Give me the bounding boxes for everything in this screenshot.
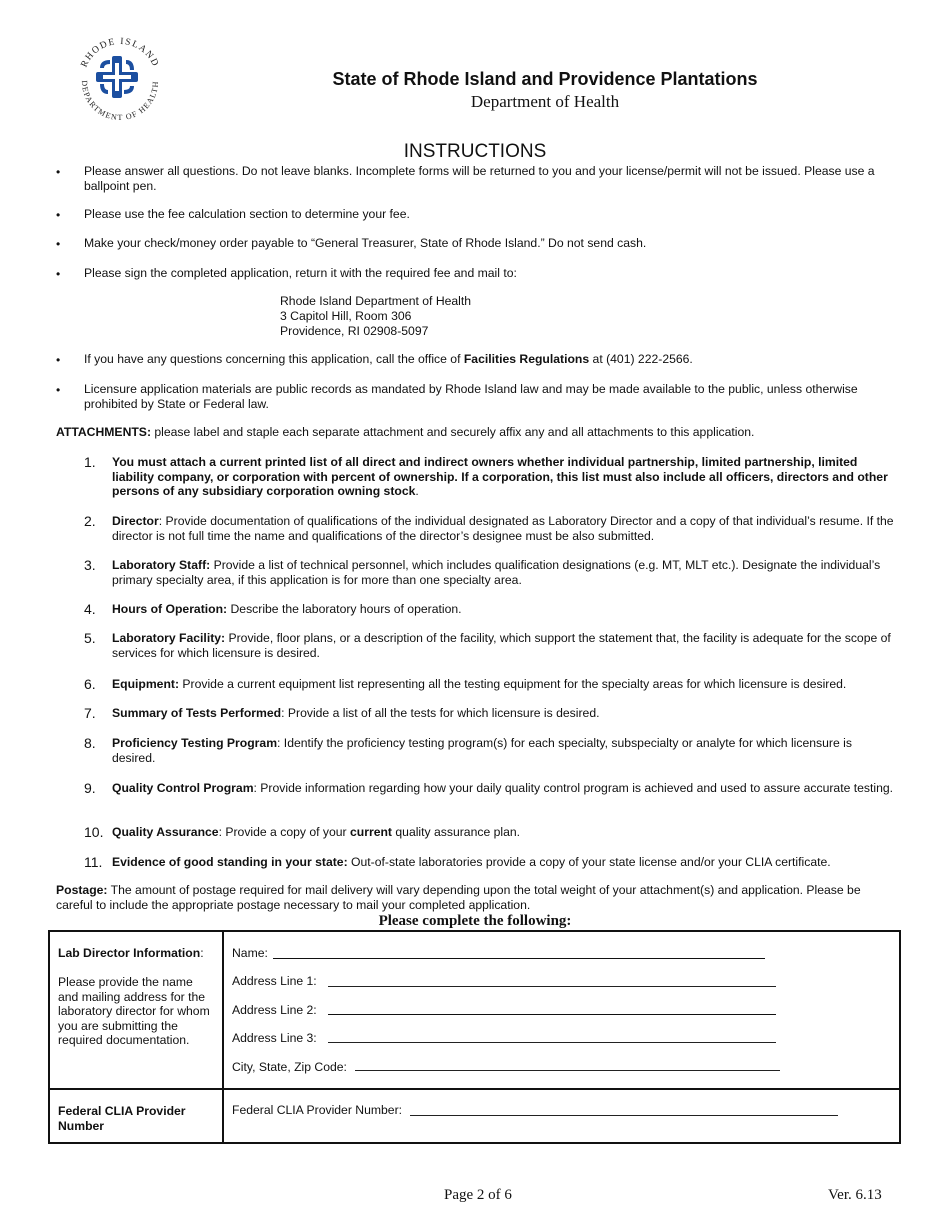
attachments-label: ATTACHMENTS: — [56, 425, 151, 439]
instructions-heading: INSTRUCTIONS — [403, 141, 547, 162]
item-4-text: Describe the laboratory hours of operation. — [227, 602, 462, 616]
department-subtitle: Department of Health — [470, 92, 620, 111]
item-number: 8. — [84, 735, 96, 751]
attachment-item-9 — [112, 781, 897, 796]
attachment-item-8 — [112, 736, 897, 765]
bullet-marker: • — [56, 208, 61, 222]
bullet-marker: • — [56, 383, 61, 397]
address-line-2-label: Address Line 2: — [232, 1003, 317, 1017]
item-number: 1. — [84, 454, 96, 470]
address-line-3-field[interactable] — [328, 1042, 776, 1043]
postage-label: Postage: — [56, 883, 108, 897]
attachment-item-6 — [112, 677, 897, 692]
attachment-item-2 — [112, 514, 897, 543]
attachment-item-11 — [112, 855, 897, 870]
address-line-3-label: Address Line 3: — [232, 1031, 317, 1045]
item-number: 7. — [84, 705, 96, 721]
item-number: 4. — [84, 601, 96, 617]
version-label: Ver. 6.13 — [828, 1187, 882, 1203]
bullet-5-phone: at (401) 222-2566. — [589, 352, 693, 366]
address-line-1-field[interactable] — [328, 986, 776, 987]
address-line-2: 3 Capitol Hill, Room 306 — [280, 309, 412, 323]
name-field[interactable] — [273, 958, 765, 959]
attachment-item-5 — [112, 631, 897, 660]
name-label: Name: — [232, 946, 268, 960]
item-6-bold: Equipment: — [112, 677, 180, 691]
item-3-bold: Laboratory Staff: — [112, 558, 211, 572]
address-line-1: Rhode Island Department of Health — [280, 294, 472, 308]
clia-label: Federal CLIA Provider Number — [58, 1104, 186, 1133]
item-10-text: : Provide a copy of your — [218, 825, 350, 839]
item-number: 10. — [84, 824, 104, 840]
item-5-text: Provide, floor plans, or a description of the facility, which support the statement that, the facility is adequate for the scope of services for which licensure is desired. — [112, 631, 891, 660]
item-7-text: : Provide a list of all the tests for which licensure is desired. — [281, 706, 600, 720]
attachment-item-1 — [112, 455, 897, 499]
item-2-bold: Director — [112, 514, 159, 528]
page-number: Page 2 of 6 — [444, 1187, 512, 1203]
form-heading: Please complete the following: — [378, 913, 572, 929]
item-8-bold: Proficiency Testing Program — [112, 736, 278, 750]
item-2-text: : Provide documentation of qualifications of the individual designated as Laboratory Director and a copy of that individual’s resume. If the director is not full time the name and qualifications of the director’s designee must be also submitted. — [112, 514, 894, 543]
bullet-marker: • — [56, 267, 61, 281]
bullet-5-text: If you have any questions concerning this application, call the office of — [84, 352, 464, 366]
item-9-bold: Quality Control Program — [112, 781, 254, 795]
facilities-regulations-label: Facilities Regulations — [463, 352, 590, 366]
item-1-text: . — [415, 484, 419, 498]
item-4-bold: Hours of Operation: — [112, 602, 228, 616]
attachment-item-3 — [112, 558, 897, 587]
attachments-line — [56, 425, 896, 439]
attachments-text: please label and staple each separate attachment and securely affix any and all attachments to this application. — [151, 425, 755, 439]
item-number: 11. — [84, 854, 103, 870]
item-8-text: : Identify the proficiency testing program(s) for each specialty, subspecialty or analyte for which licensure is desired. — [112, 736, 852, 765]
address-line-1-label: Address Line 1: — [232, 974, 317, 988]
item-number: 9. — [84, 780, 96, 796]
item-9-text: : Provide information regarding how your daily quality control program is achieved and used to assure accurate testing. — [253, 781, 894, 795]
item-10-text-end: quality assurance plan. — [392, 825, 521, 839]
item-number: 6. — [84, 676, 96, 692]
mailing-address — [280, 294, 471, 339]
instruction-bullet-3: Make your check/money order payable to “General Treasurer, State of Rhode Island.” Do not send cash. — [84, 236, 647, 250]
state-title: State of Rhode Island and Providence Plantations — [332, 69, 758, 89]
svg-text:DEPARTMENT OF HEALTH: DEPARTMENT OF HEALTH — [79, 80, 161, 123]
instruction-bullet-4: Please sign the completed application, return it with the required fee and mail to: — [84, 266, 517, 280]
instruction-bullet-5 — [84, 352, 894, 367]
clia-field-label: Federal CLIA Provider Number: — [232, 1103, 403, 1117]
item-number: 3. — [84, 557, 96, 573]
item-number: 5. — [84, 630, 96, 646]
city-state-zip-field[interactable] — [355, 1070, 780, 1071]
bullet-marker: • — [56, 353, 61, 367]
clia-provider-number-field[interactable] — [410, 1115, 838, 1116]
instruction-bullet-2: Please use the fee calculation section to determine your fee. — [84, 207, 410, 221]
attachment-item-7 — [112, 706, 897, 721]
attachment-item-10 — [112, 825, 897, 840]
item-1-bold: You must attach a current printed list of all direct and indirect owners whether individual partnership, limited partnership, limited liability company, or corporation with percent of ownership. If a corporation, this list must also include all officers, directors and other persons of any subsidiary corporation owning stock — [112, 455, 888, 498]
lab-director-label: Lab Director Information — [58, 946, 201, 960]
bullet-marker: • — [56, 237, 61, 251]
instruction-bullet-1: Please answer all questions. Do not leave blanks. Incomplete forms will be returned to you and your license/permit will not be issued. Please use a ballpoint pen. — [84, 164, 875, 193]
item-6-text: Provide a current equipment list representing all the testing equipment for the specialty areas for which licensure is desired. — [179, 677, 847, 691]
item-10-bold: Quality Assurance — [112, 825, 219, 839]
address-line-3: Providence, RI 02908-5097 — [280, 324, 429, 338]
lab-director-heading — [58, 946, 204, 960]
item-number: 2. — [84, 513, 96, 529]
item-11-text: Out-of-state laboratories provide a copy of your state license and/or your CLIA certificate. — [347, 855, 831, 869]
item-7-bold: Summary of Tests Performed — [112, 706, 282, 720]
address-line-2-field[interactable] — [328, 1014, 776, 1015]
item-11-bold: Evidence of good standing in your state: — [112, 855, 348, 869]
department-of-health-logo — [70, 30, 170, 130]
bullet-marker: • — [56, 165, 61, 179]
postage-note — [56, 883, 896, 912]
item-5-bold: Laboratory Facility: — [112, 631, 226, 645]
instruction-bullet-6: Licensure application materials are public records as mandated by Rhode Island law and may be made available to the public, unless otherwise prohibited by State or Federal law. — [84, 382, 858, 411]
item-3-text: Provide a list of technical personnel, which includes qualification designations (e.g. MT, MLT etc.). Designate the individual’s primary specialty area, if this application is for more than one specialty area. — [112, 558, 881, 587]
postage-text: The amount of postage required for mail delivery will vary depending upon the total weight of your attachment(s) and application. Please be careful to include the appropriate postage necessary to mail your completed application. — [56, 883, 861, 912]
attachment-item-4 — [112, 602, 897, 617]
lab-director-description: Please provide the name and mailing address for the laboratory director for whom you are submitting the required documentation. — [58, 975, 210, 1047]
city-state-zip-label: City, State, Zip Code: — [232, 1060, 347, 1074]
item-10-bold-current: current — [350, 825, 392, 839]
lab-director-colon: : — [200, 946, 204, 960]
form-row-divider — [48, 1088, 901, 1090]
svg-text:RHODE ISLAND: RHODE ISLAND — [79, 36, 161, 70]
form-column-divider — [222, 930, 224, 1144]
